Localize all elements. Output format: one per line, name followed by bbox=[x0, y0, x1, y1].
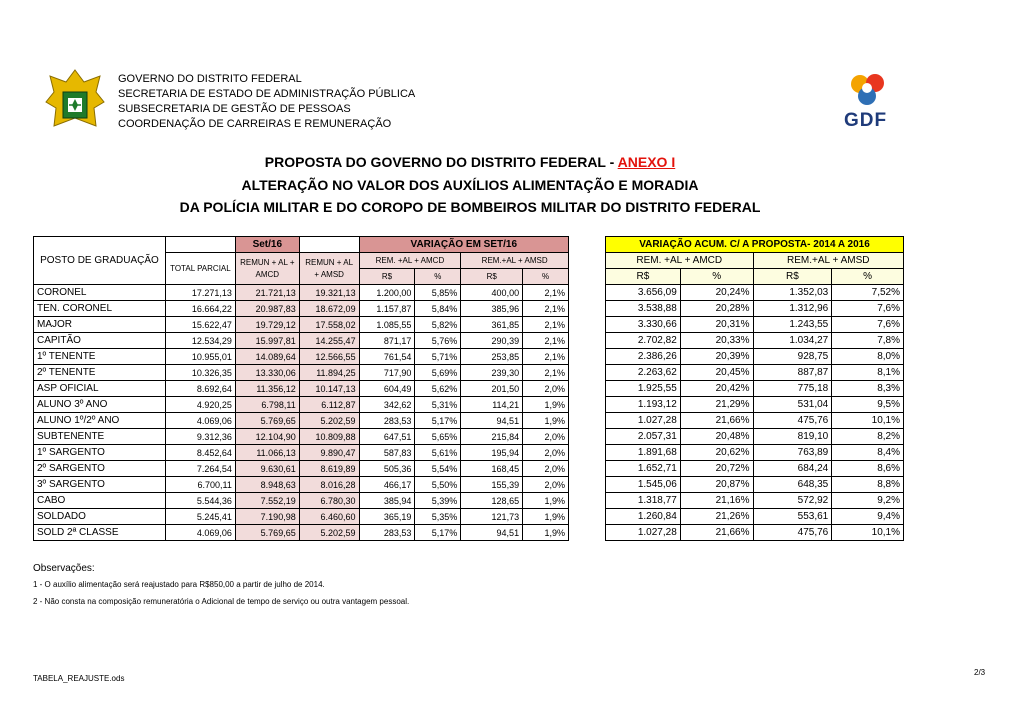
table-cell: 1,9% bbox=[523, 413, 569, 429]
table-cell: 5,39% bbox=[415, 493, 461, 509]
table-cell: 21.721,13 bbox=[235, 285, 299, 301]
table-row bbox=[606, 445, 904, 461]
title-line-2: ALTERAÇÃO NO VALOR DOS AUXÍLIOS ALIMENTAÇÃO E MORADIA bbox=[241, 177, 699, 193]
table-cell: 21,66% bbox=[680, 525, 753, 541]
table-cell: 7.264,54 bbox=[165, 461, 235, 477]
title-prefix: PROPOSTA DO GOVERNO DO DISTRITO FEDERAL - bbox=[264, 154, 618, 170]
table-row bbox=[34, 461, 569, 477]
col-set16: Set/16 bbox=[235, 237, 299, 253]
table-cell: 20,28% bbox=[680, 301, 753, 317]
table-cell: 342,62 bbox=[359, 397, 415, 413]
table-cell: 5.769,65 bbox=[235, 525, 299, 541]
table-cell: 10.955,01 bbox=[165, 349, 235, 365]
table-cell: 4.920,25 bbox=[165, 397, 235, 413]
table-cell: 17.271,13 bbox=[165, 285, 235, 301]
table-cell: 5.769,65 bbox=[235, 413, 299, 429]
table-cell: 8.692,64 bbox=[165, 381, 235, 397]
table-cell: 18.672,09 bbox=[299, 301, 359, 317]
table-cell: 21,16% bbox=[680, 493, 753, 509]
row-label: SUBTENENTE bbox=[34, 429, 166, 445]
table-cell: 2,0% bbox=[523, 461, 569, 477]
gdf-logo-text: GDF bbox=[844, 110, 888, 131]
col-rem-amsd: REM.+AL + AMSD bbox=[461, 253, 569, 269]
table-row bbox=[606, 397, 904, 413]
table-cell: 587,83 bbox=[359, 445, 415, 461]
table-cell: 215,84 bbox=[461, 429, 523, 445]
table-cell: 5,65% bbox=[415, 429, 461, 445]
table-cell: 2.386,26 bbox=[606, 349, 681, 365]
table-row bbox=[606, 317, 904, 333]
col-rs-1: R$ bbox=[359, 269, 415, 285]
col-acum-pct-2: % bbox=[832, 269, 904, 285]
header-line-4: COORDENAÇÃO DE CARREIRAS E REMUNERAÇÃO bbox=[118, 118, 392, 130]
col-posto: POSTO DE GRADUAÇÃO bbox=[34, 237, 166, 285]
table-cell: 168,45 bbox=[461, 461, 523, 477]
table-cell: 20,39% bbox=[680, 349, 753, 365]
observation-1: 1 - O auxílio alimentação será reajustado para R$850,00 a partir de julho de 2014. bbox=[33, 580, 325, 589]
table-cell: 684,24 bbox=[753, 461, 832, 477]
table-cell: 1.318,77 bbox=[606, 493, 681, 509]
table-row bbox=[34, 333, 569, 349]
table-cell: 1.243,55 bbox=[753, 317, 832, 333]
table-cell: 9.312,36 bbox=[165, 429, 235, 445]
table-cell: 2,0% bbox=[523, 445, 569, 461]
title-line-3: DA POLÍCIA MILITAR E DO COROPO DE BOMBEIROS MILITAR DO DISTRITO FEDERAL bbox=[179, 199, 761, 215]
col-total-parcial: TOTAL PARCIAL bbox=[165, 253, 235, 285]
table-cell: 16.664,22 bbox=[165, 301, 235, 317]
col-acum-rs-1: R$ bbox=[606, 269, 681, 285]
table-cell: 19.729,12 bbox=[235, 317, 299, 333]
table-row bbox=[34, 317, 569, 333]
gdf-logo-icon bbox=[842, 72, 894, 110]
table-cell: 1.027,28 bbox=[606, 413, 681, 429]
table-row bbox=[34, 445, 569, 461]
footer-filename: TABELA_REAJUSTE.ods bbox=[33, 674, 125, 683]
table-cell: 9,4% bbox=[832, 509, 904, 525]
table-cell: 871,17 bbox=[359, 333, 415, 349]
col-acum-pct-1: % bbox=[680, 269, 753, 285]
table-row bbox=[606, 509, 904, 525]
table-cell: 1.157,87 bbox=[359, 301, 415, 317]
table-cell: 20,45% bbox=[680, 365, 753, 381]
table-cell: 10.809,88 bbox=[299, 429, 359, 445]
table-cell: 21,26% bbox=[680, 509, 753, 525]
table-cell: 572,92 bbox=[753, 493, 832, 509]
table-cell: 9.890,47 bbox=[299, 445, 359, 461]
table-cell: 1.085,55 bbox=[359, 317, 415, 333]
table-cell: 283,53 bbox=[359, 525, 415, 541]
table-cell: 10.326,35 bbox=[165, 365, 235, 381]
table-cell: 7,6% bbox=[832, 301, 904, 317]
table-cell: 19.321,13 bbox=[299, 285, 359, 301]
table-cell: 11.356,12 bbox=[235, 381, 299, 397]
table-cell: 475,76 bbox=[753, 413, 832, 429]
table-row bbox=[34, 413, 569, 429]
table-cell: 400,00 bbox=[461, 285, 523, 301]
table-cell: 5.544,36 bbox=[165, 493, 235, 509]
table-cell: 6.780,30 bbox=[299, 493, 359, 509]
table-cell: 5,17% bbox=[415, 525, 461, 541]
table-cell: 1.200,00 bbox=[359, 285, 415, 301]
table-cell: 7,6% bbox=[832, 317, 904, 333]
table-cell: 114,21 bbox=[461, 397, 523, 413]
observations-title: Observações: bbox=[33, 563, 95, 574]
table-cell: 12.566,55 bbox=[299, 349, 359, 365]
observation-2: 2 - Não consta na composição remuneratória o Adicional de tempo de serviço ou outra vantagem pessoal. bbox=[33, 597, 410, 606]
table-row bbox=[606, 413, 904, 429]
header-line-3: SUBSECRETARIA DE GESTÃO DE PESSOAS bbox=[118, 103, 351, 115]
table-cell: 2,1% bbox=[523, 333, 569, 349]
table-cell: 1.193,12 bbox=[606, 397, 681, 413]
row-label: 3º SARGENTO bbox=[34, 477, 166, 493]
table-row bbox=[34, 349, 569, 365]
table-cell: 5.202,59 bbox=[299, 413, 359, 429]
table-cell: 1.312,96 bbox=[753, 301, 832, 317]
table-cell: 647,51 bbox=[359, 429, 415, 445]
table-cell: 15.622,47 bbox=[165, 317, 235, 333]
table-cell: 7.552,19 bbox=[235, 493, 299, 509]
table-row bbox=[34, 397, 569, 413]
table-cell: 1.891,68 bbox=[606, 445, 681, 461]
table-cell: 12.534,29 bbox=[165, 333, 235, 349]
col-variacao-acum: VARIAÇÃO ACUM. C/ A PROPOSTA- 2014 A 2016 bbox=[606, 237, 904, 253]
table-cell: 1,9% bbox=[523, 525, 569, 541]
table-cell: 5,82% bbox=[415, 317, 461, 333]
col-acum-rem-amcd: REM. +AL + AMCD bbox=[606, 253, 754, 269]
table-cell: 20,87% bbox=[680, 477, 753, 493]
table-cell: 2.702,82 bbox=[606, 333, 681, 349]
col-remun-amcd: REMUN + AL + AMCD bbox=[235, 253, 299, 285]
table-cell: 201,50 bbox=[461, 381, 523, 397]
table-cell: 8.452,64 bbox=[165, 445, 235, 461]
table-cell: 7,52% bbox=[832, 285, 904, 301]
table-cell: 10.147,13 bbox=[299, 381, 359, 397]
table-cell: 761,54 bbox=[359, 349, 415, 365]
table-cell: 94,51 bbox=[461, 525, 523, 541]
table-cell: 5,62% bbox=[415, 381, 461, 397]
row-label: ALUNO 1º/2º ANO bbox=[34, 413, 166, 429]
row-label: CORONEL bbox=[34, 285, 166, 301]
table-cell: 385,94 bbox=[359, 493, 415, 509]
table-cell: 475,76 bbox=[753, 525, 832, 541]
table-cell: 1.027,28 bbox=[606, 525, 681, 541]
row-label: CABO bbox=[34, 493, 166, 509]
table-cell: 2.263,62 bbox=[606, 365, 681, 381]
table-cell: 6.798,11 bbox=[235, 397, 299, 413]
table-cell: 2,1% bbox=[523, 365, 569, 381]
header-line-1: GOVERNO DO DISTRITO FEDERAL bbox=[118, 73, 302, 85]
table-row bbox=[606, 525, 904, 541]
table-cell: 5,69% bbox=[415, 365, 461, 381]
table-cell: 928,75 bbox=[753, 349, 832, 365]
table-cell: 8,0% bbox=[832, 349, 904, 365]
table-cell: 5,31% bbox=[415, 397, 461, 413]
table-cell: 5,84% bbox=[415, 301, 461, 317]
table-cell: 15.997,81 bbox=[235, 333, 299, 349]
table-cell: 253,85 bbox=[461, 349, 523, 365]
table-cell: 9,5% bbox=[832, 397, 904, 413]
table-cell: 3.656,09 bbox=[606, 285, 681, 301]
table-row bbox=[34, 477, 569, 493]
table-cell: 1.545,06 bbox=[606, 477, 681, 493]
table-cell: 2,1% bbox=[523, 301, 569, 317]
col-rs-2: R$ bbox=[461, 269, 523, 285]
table-cell: 2,1% bbox=[523, 317, 569, 333]
table-cell: 7.190,98 bbox=[235, 509, 299, 525]
table-row bbox=[606, 333, 904, 349]
table-cell: 2,0% bbox=[523, 477, 569, 493]
header-line-2: SECRETARIA DE ESTADO DE ADMINISTRAÇÃO PÚBLICA bbox=[118, 88, 416, 100]
title-line-1 bbox=[0, 154, 940, 170]
table-cell: 717,90 bbox=[359, 365, 415, 381]
table-cell: 5,76% bbox=[415, 333, 461, 349]
row-label: ASP OFICIAL bbox=[34, 381, 166, 397]
table-row bbox=[34, 509, 569, 525]
row-label: 1º SARGENTO bbox=[34, 445, 166, 461]
table-cell: 505,36 bbox=[359, 461, 415, 477]
table-cell: 195,94 bbox=[461, 445, 523, 461]
col-pct-1: % bbox=[415, 269, 461, 285]
table-cell: 21,66% bbox=[680, 413, 753, 429]
table-cell: 819,10 bbox=[753, 429, 832, 445]
col-variacao: VARIAÇÃO EM SET/16 bbox=[359, 237, 568, 253]
table-cell: 1,9% bbox=[523, 509, 569, 525]
table-row bbox=[606, 493, 904, 509]
table-cell: 8,4% bbox=[832, 445, 904, 461]
table-cell: 5,54% bbox=[415, 461, 461, 477]
table-row bbox=[606, 349, 904, 365]
table-cell: 2,0% bbox=[523, 429, 569, 445]
table-cell: 11.894,25 bbox=[299, 365, 359, 381]
table-cell: 6.460,60 bbox=[299, 509, 359, 525]
row-label: SOLDADO bbox=[34, 509, 166, 525]
table-cell: 10,1% bbox=[832, 525, 904, 541]
table-cell: 10,1% bbox=[832, 413, 904, 429]
table-row bbox=[606, 301, 904, 317]
table-cell: 20,33% bbox=[680, 333, 753, 349]
table-cell: 5,85% bbox=[415, 285, 461, 301]
table-cell: 763,89 bbox=[753, 445, 832, 461]
table-cell: 2,0% bbox=[523, 381, 569, 397]
table-row bbox=[606, 285, 904, 301]
table-cell: 9,2% bbox=[832, 493, 904, 509]
table-cell: 21,29% bbox=[680, 397, 753, 413]
table-row bbox=[34, 429, 569, 445]
row-label: TEN. CORONEL bbox=[34, 301, 166, 317]
table-cell: 553,61 bbox=[753, 509, 832, 525]
table-cell: 20,31% bbox=[680, 317, 753, 333]
table-cell: 128,65 bbox=[461, 493, 523, 509]
table-cell: 5.202,59 bbox=[299, 525, 359, 541]
table-cell: 12.104,90 bbox=[235, 429, 299, 445]
table-cell: 5,61% bbox=[415, 445, 461, 461]
table-cell: 8,6% bbox=[832, 461, 904, 477]
table-cell: 2.057,31 bbox=[606, 429, 681, 445]
col-remun-amsd: REMUN + AL + AMSD bbox=[299, 253, 359, 285]
row-label: MAJOR bbox=[34, 317, 166, 333]
row-label: 2º TENENTE bbox=[34, 365, 166, 381]
table-cell: 94,51 bbox=[461, 413, 523, 429]
table-cell: 604,49 bbox=[359, 381, 415, 397]
table-cell: 283,53 bbox=[359, 413, 415, 429]
table-cell: 361,85 bbox=[461, 317, 523, 333]
table-cell: 8,1% bbox=[832, 365, 904, 381]
annex-label: ANEXO I bbox=[617, 154, 676, 170]
table-cell: 290,39 bbox=[461, 333, 523, 349]
footer-page-number: 2/3 bbox=[974, 668, 986, 677]
table-cell: 4.069,06 bbox=[165, 525, 235, 541]
table-cell: 13.330,06 bbox=[235, 365, 299, 381]
table-cell: 20,72% bbox=[680, 461, 753, 477]
table-cell: 20,42% bbox=[680, 381, 753, 397]
table-cell: 5,17% bbox=[415, 413, 461, 429]
table-cell: 3.538,88 bbox=[606, 301, 681, 317]
table-cell: 155,39 bbox=[461, 477, 523, 493]
table-cell: 14.255,47 bbox=[299, 333, 359, 349]
table-cell: 9.630,61 bbox=[235, 461, 299, 477]
table-row bbox=[34, 301, 569, 317]
table-cell: 121,73 bbox=[461, 509, 523, 525]
table-cell: 1.260,84 bbox=[606, 509, 681, 525]
row-label: SOLD 2ª CLASSE bbox=[34, 525, 166, 541]
table-cell: 20,62% bbox=[680, 445, 753, 461]
table-row bbox=[606, 381, 904, 397]
table-row bbox=[606, 461, 904, 477]
table-row bbox=[606, 429, 904, 445]
table-cell: 1.652,71 bbox=[606, 461, 681, 477]
table-cell: 2,1% bbox=[523, 285, 569, 301]
table-cell: 887,87 bbox=[753, 365, 832, 381]
table-cell: 775,18 bbox=[753, 381, 832, 397]
table-cell: 20.987,83 bbox=[235, 301, 299, 317]
table-cell: 466,17 bbox=[359, 477, 415, 493]
table-cell: 8,3% bbox=[832, 381, 904, 397]
row-label: 2º SARGENTO bbox=[34, 461, 166, 477]
col-pct-2: % bbox=[523, 269, 569, 285]
row-label: CAPITÃO bbox=[34, 333, 166, 349]
row-label: 1º TENENTE bbox=[34, 349, 166, 365]
col-acum-rem-amsd: REM.+AL + AMSD bbox=[753, 253, 903, 269]
table-cell: 8,2% bbox=[832, 429, 904, 445]
table-cell: 8,8% bbox=[832, 477, 904, 493]
table-row bbox=[606, 477, 904, 493]
table-row bbox=[34, 493, 569, 509]
table-cell: 239,30 bbox=[461, 365, 523, 381]
table-cell: 8.948,63 bbox=[235, 477, 299, 493]
col-acum-rs-2: R$ bbox=[753, 269, 832, 285]
main-table bbox=[33, 236, 569, 541]
table-row bbox=[34, 285, 569, 301]
table-cell: 20,48% bbox=[680, 429, 753, 445]
table-cell: 8.016,28 bbox=[299, 477, 359, 493]
table-cell: 1.925,55 bbox=[606, 381, 681, 397]
table-cell: 1,9% bbox=[523, 493, 569, 509]
table-cell: 3.330,66 bbox=[606, 317, 681, 333]
table-cell: 1.352,03 bbox=[753, 285, 832, 301]
table-cell: 14.089,64 bbox=[235, 349, 299, 365]
table-row bbox=[606, 365, 904, 381]
table-cell: 5,35% bbox=[415, 509, 461, 525]
col-rem-amcd: REM. +AL + AMCD bbox=[359, 253, 461, 269]
table-cell: 5.245,41 bbox=[165, 509, 235, 525]
table-cell: 17.558,02 bbox=[299, 317, 359, 333]
table-cell: 531,04 bbox=[753, 397, 832, 413]
table-cell: 4.069,06 bbox=[165, 413, 235, 429]
table-cell: 365,19 bbox=[359, 509, 415, 525]
table-cell: 5,71% bbox=[415, 349, 461, 365]
table-cell: 6.112,87 bbox=[299, 397, 359, 413]
row-label: ALUNO 3º ANO bbox=[34, 397, 166, 413]
table-row bbox=[34, 365, 569, 381]
table-cell: 7,8% bbox=[832, 333, 904, 349]
table-cell: 1,9% bbox=[523, 397, 569, 413]
coat-of-arms-icon bbox=[44, 68, 106, 136]
table-cell: 6.700,11 bbox=[165, 477, 235, 493]
cumulative-table bbox=[605, 236, 904, 541]
table-cell: 1.034,27 bbox=[753, 333, 832, 349]
table-cell: 385,96 bbox=[461, 301, 523, 317]
table-cell: 20,24% bbox=[680, 285, 753, 301]
table-row bbox=[34, 525, 569, 541]
table-cell: 11.066,13 bbox=[235, 445, 299, 461]
table-cell: 648,35 bbox=[753, 477, 832, 493]
table-cell: 8.619,89 bbox=[299, 461, 359, 477]
table-cell: 5,50% bbox=[415, 477, 461, 493]
table-cell: 2,1% bbox=[523, 349, 569, 365]
table-row bbox=[34, 381, 569, 397]
